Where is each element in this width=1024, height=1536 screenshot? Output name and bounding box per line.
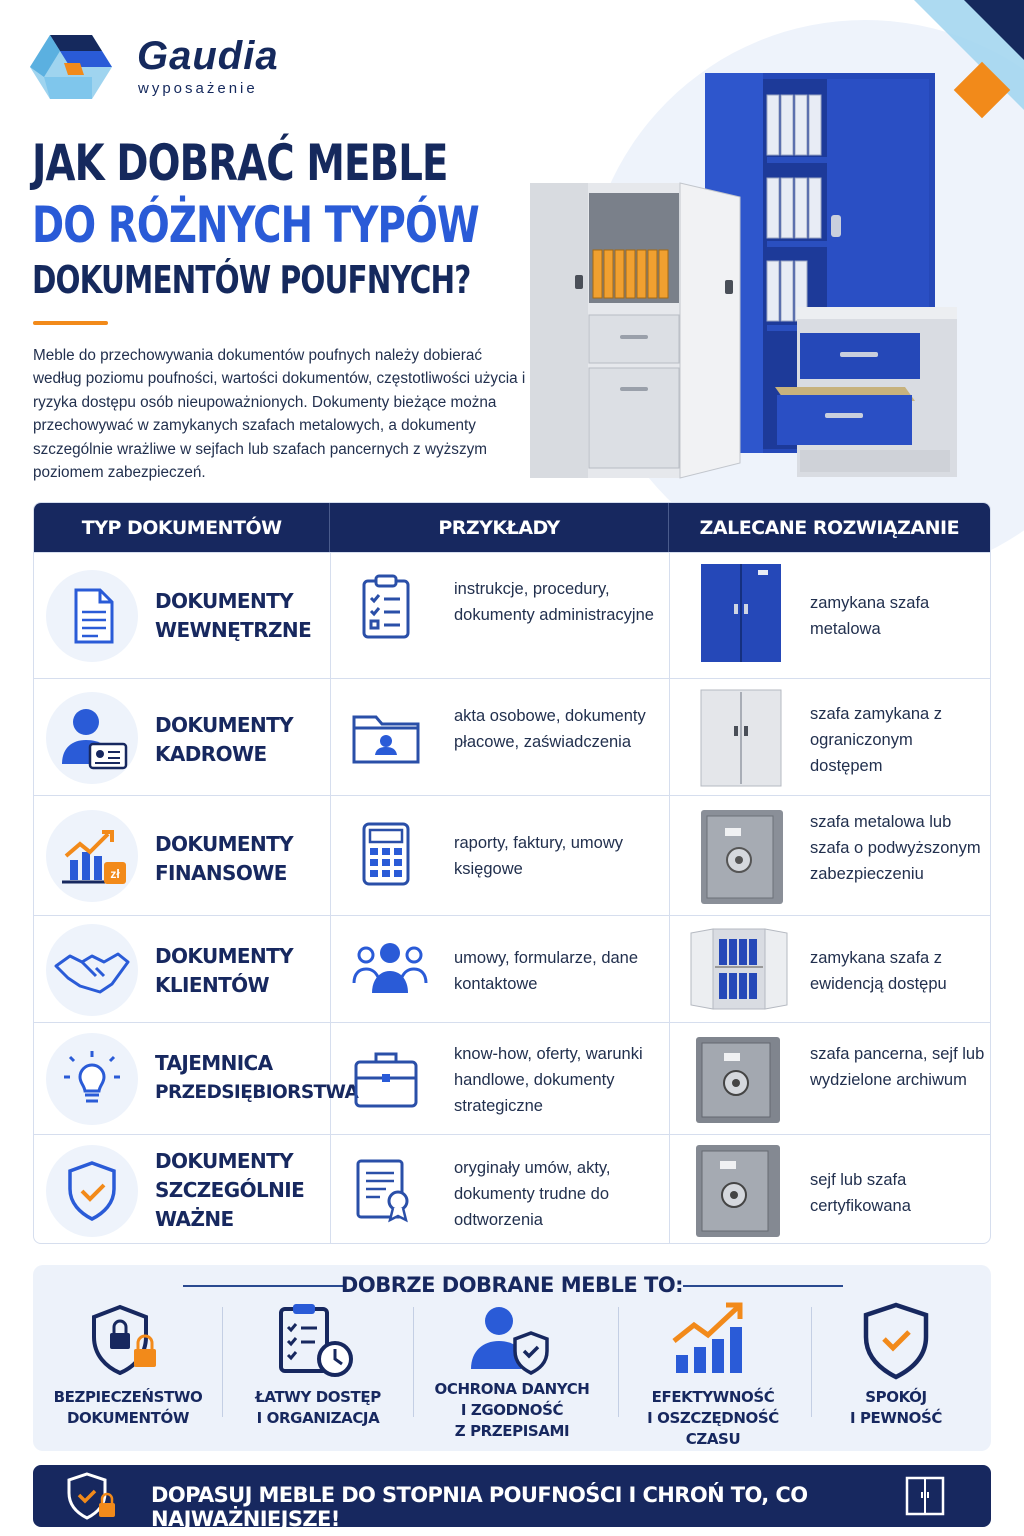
benefit-label: DOKUMENTÓW xyxy=(67,1409,189,1427)
headline-line-1: JAK DOBRAĆ MEBLE xyxy=(32,134,448,192)
table-row xyxy=(34,915,990,1022)
user-shield-icon xyxy=(469,1301,555,1381)
growth-chart-icon xyxy=(670,1301,756,1381)
clipboard-clock-icon xyxy=(275,1301,361,1381)
header-solution: ZALECANE ROZWIĄZANIE xyxy=(699,516,960,539)
certificate-icon xyxy=(350,1155,422,1227)
benefits-title: DOBRZE DOBRANE MEBLE TO: xyxy=(340,1273,684,1297)
finance-chart-icon xyxy=(46,810,138,902)
headline-line-2: DO RÓŻNYCH TYPÓW xyxy=(32,196,479,254)
handshake-icon xyxy=(46,924,138,1016)
row-solution: szafa metalowa lub szafa o podwyższonym zabezpieczeniu xyxy=(810,813,981,883)
svg-text:zł: zł xyxy=(110,867,120,881)
row-solution: zamykana szafa metalowa xyxy=(810,594,930,638)
cabinet-icon xyxy=(903,1474,947,1518)
certified-safe-image xyxy=(694,1143,782,1239)
table-row xyxy=(34,1134,990,1244)
benefit-label: I OSZCZĘDNOŚĆ xyxy=(647,1409,779,1427)
people-group-icon xyxy=(350,933,430,1005)
table-row xyxy=(34,552,990,678)
decorative-triangle-dark xyxy=(964,0,1024,60)
row-solution: sejf lub szafa certyfikowana xyxy=(810,1171,911,1215)
employee-id-icon xyxy=(46,692,138,784)
cabinets-illustration xyxy=(525,65,965,495)
row-icon-circle xyxy=(46,1145,138,1237)
benefit-label: OCHRONA DANYCH xyxy=(434,1380,590,1398)
checklist-icon xyxy=(350,571,422,643)
row-examples: akta osobowe, dokumenty płacowe, zaświadczenia xyxy=(454,707,646,751)
calculator-icon xyxy=(350,818,422,890)
row-solution: szafa pancerna, sejf lub wydzielone archiwum xyxy=(810,1045,985,1089)
benefit-label: ŁATWY DOSTĘP xyxy=(255,1388,381,1406)
benefit-item xyxy=(801,1295,991,1445)
benefit-item xyxy=(417,1295,607,1445)
row-icon-circle xyxy=(46,1033,138,1125)
shield-lock-icon xyxy=(65,1471,119,1521)
row-type: DOKUMENTY KADROWE xyxy=(155,713,294,766)
document-types-table xyxy=(33,502,991,1244)
gaudia-logo-icon xyxy=(30,33,112,101)
row-type: DOKUMENTY KLIENTÓW xyxy=(155,944,294,997)
shield-lock-icon xyxy=(88,1301,168,1381)
shield-check-icon xyxy=(46,1145,138,1237)
benefit-label: EFEKTYWNOŚĆ xyxy=(651,1388,775,1406)
benefits-panel xyxy=(33,1265,991,1451)
benefit-label: BEZPIECZEŃSTWO xyxy=(53,1388,203,1406)
armored-safe-image xyxy=(694,1035,782,1125)
benefit-label: I ORGANIZACJA xyxy=(256,1409,380,1427)
intro-paragraph: Meble do przechowywania dokumentów poufnych należy dobierać według poziomu poufności, wartości dokumentów, częstotliwości użycia i ryzyka dostępu osób nieupoważnionych. Dokumenty bieżące można przechowywać w zamykanych szafach metalowych, a dokumenty szczególnie wrażliwe w sejfach lub szafach pancernych z wyższym poziomem zabezpieczeń. xyxy=(33,347,526,482)
benefit-label: I PEWNOŚĆ xyxy=(849,1409,943,1427)
table-row xyxy=(34,1022,990,1134)
table-header xyxy=(34,503,990,552)
benefit-item xyxy=(618,1295,808,1448)
benefit-item xyxy=(223,1295,413,1445)
table-row xyxy=(34,795,990,915)
row-icon-circle xyxy=(46,924,138,1016)
table-row xyxy=(34,678,990,795)
personnel-folder-icon xyxy=(350,701,422,773)
row-type: TAJEMNICA PRZEDSIĘBIORSTWA xyxy=(155,1051,359,1103)
briefcase-icon xyxy=(350,1042,422,1114)
row-examples: know-how, oferty, warunki handlowe, dokumenty strategiczne xyxy=(454,1045,643,1115)
row-icon-circle xyxy=(46,570,138,662)
benefit-label: CZASU xyxy=(685,1430,741,1448)
benefit-label: Z PRZEPISAMI xyxy=(454,1422,570,1440)
row-type: DOKUMENTY FINANSOWE xyxy=(155,832,294,885)
row-icon-circle xyxy=(46,692,138,784)
safe-cabinet-image xyxy=(699,808,785,906)
shield-check-icon xyxy=(856,1301,936,1381)
row-type: DOKUMENTY SZCZEGÓLNIE WAŻNE xyxy=(155,1149,305,1231)
row-examples: oryginały umów, akty, dokumenty trudne do odtworzenia xyxy=(454,1159,611,1229)
row-examples: umowy, formularze, dane kontaktowe xyxy=(454,949,639,993)
row-solution: szafa zamykana z ograniczonym dostępem xyxy=(810,705,943,775)
row-icon-circle xyxy=(46,810,138,902)
brand-name: Gaudia xyxy=(137,34,279,78)
blue-metal-cabinet-image xyxy=(696,562,786,666)
header-document-type: TYP DOKUMENTÓW xyxy=(34,503,330,552)
row-solution: zamykana szafa z ewidencją dostępu xyxy=(810,949,947,993)
grey-locked-cabinet-image xyxy=(696,688,786,788)
open-binder-cabinet-image xyxy=(689,927,789,1011)
row-type: DOKUMENTY WEWNĘTRZNE xyxy=(155,589,312,642)
accent-line xyxy=(33,321,108,325)
headline-line-3: DOKUMENTÓW POUFNYCH? xyxy=(32,258,471,302)
row-examples: raporty, faktury, umowy księgowe xyxy=(454,834,624,878)
footer-text: DOPASUJ MEBLE DO STOPNIA POUFNOŚCI I CHROŃ TO, CO NAJWAŻNIEJSZE! xyxy=(151,1483,808,1531)
header-examples: PRZYKŁADY xyxy=(330,503,668,552)
lightbulb-icon xyxy=(46,1033,138,1125)
benefit-label: I ZGODNOŚĆ xyxy=(460,1401,564,1419)
row-examples: instrukcje, procedury, dokumenty administracyjne xyxy=(454,580,654,624)
document-icon xyxy=(46,570,138,662)
benefit-item xyxy=(33,1295,223,1445)
benefit-label: SPOKÓJ xyxy=(865,1388,927,1406)
footer-banner xyxy=(33,1465,991,1531)
brand-subtitle: wyposażenie xyxy=(138,80,258,97)
